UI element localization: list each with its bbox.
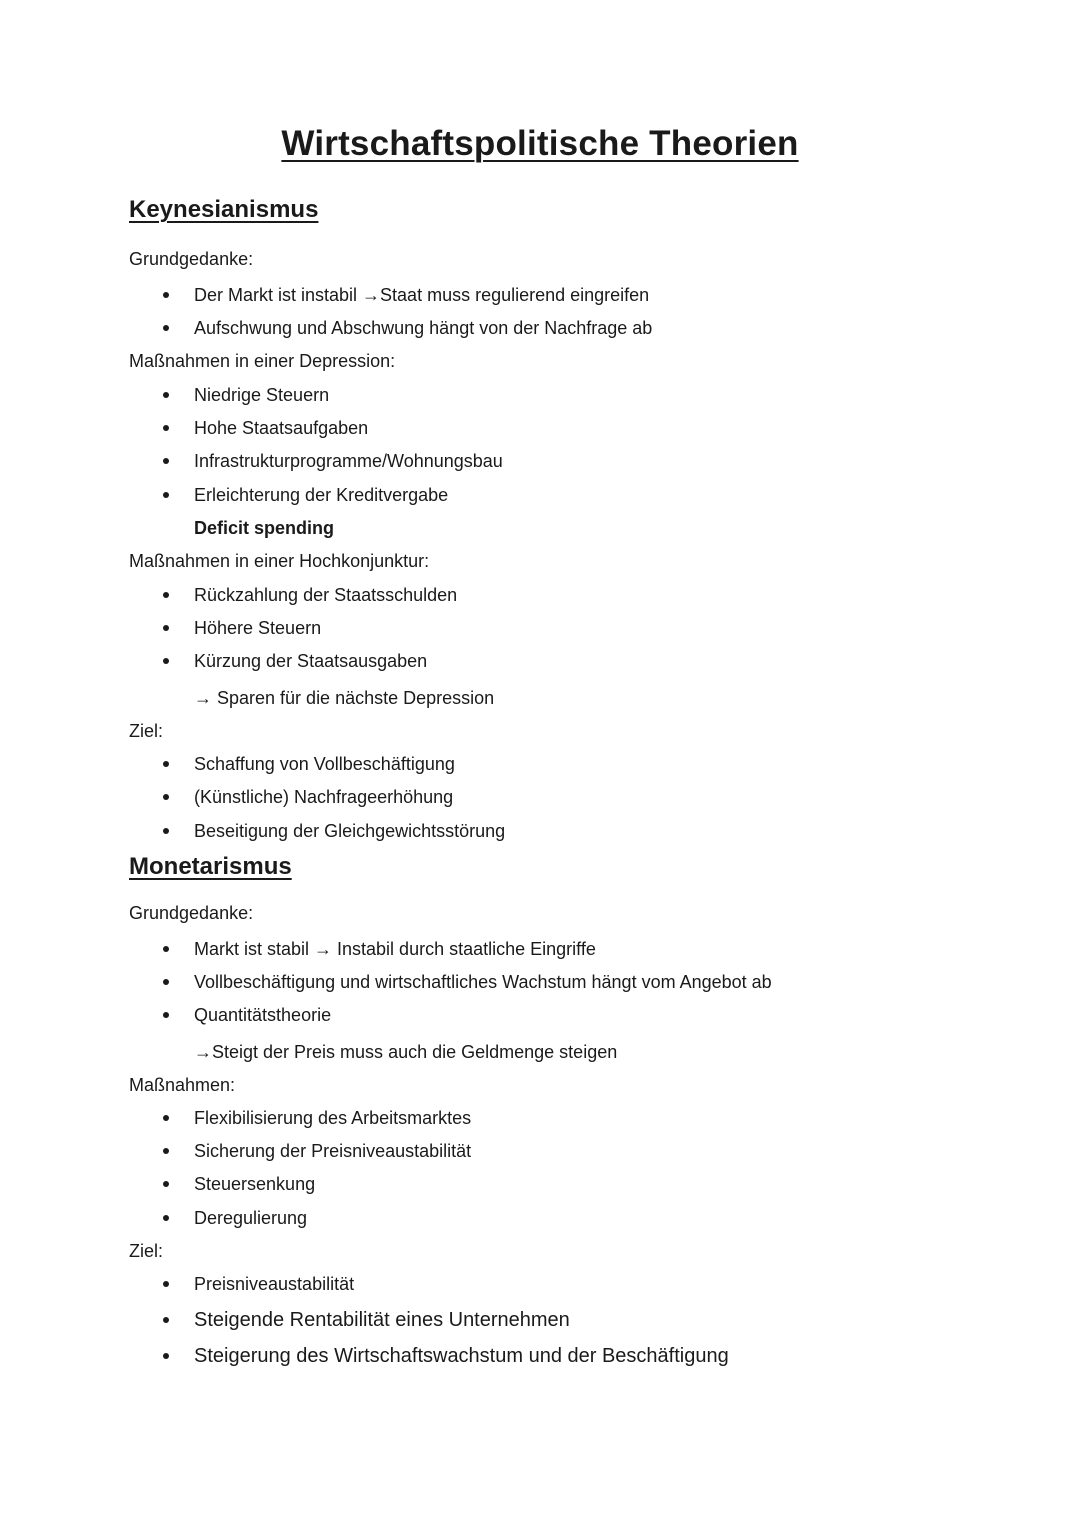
bullet-icon (163, 946, 169, 952)
section-heading-monetarismus: Monetarismus (129, 853, 292, 880)
label-grundgedanke: Grundgedanke: (129, 249, 254, 269)
label-grundgedanke: Grundgedanke: (129, 903, 254, 923)
label-ziel: Ziel: (129, 721, 164, 741)
bullet-icon (163, 1281, 169, 1287)
quantitaetstheorie-note: →Steigt der Preis muss auch die Geldmenge steigen (194, 1042, 618, 1062)
bullet-icon (163, 828, 169, 834)
bullet-icon (163, 425, 169, 431)
bullet-icon (163, 1353, 169, 1359)
bullet-icon (163, 1115, 169, 1121)
bullet-icon (163, 592, 169, 598)
bullet-icon (163, 1181, 169, 1187)
document-page: Wirtschaftspolitische Theorien Keynesianismus Grundgedanke: Der Markt ist instabil →Staat muss regulierend eingreifen Aufschwung und Abschwung hängt von der Nachfrage ab Maßnahmen in einer Depression: Niedrige Steuern Hohe Staatsaufgaben Infrastrukturprogramme/Wohnungsbau Erleichterung der Kreditvergabe Deficit spending Maßnahmen in einer Hochkonjunktur: Rückzahlung der Staatsschulden Höhere Steuern Kürzung der Staatsausgaben → Sparen für die nächste Depression Ziel: Schaffung von Vollbeschäftigung (Künstliche) Nachfrageerhöhung Beseitigung der Gleichgewichtsstörung Monetarismus Grundgedanke: Markt ist stabil → Instabil durch staatliche Eingriffe Vollbeschäftigung und wirtschaftliches Wachstum hängt vom Angebot ab Quantitätstheorie →Steigt der Preis muss auch die Geldmenge steigen Maßnahmen: Flexibilisierung des Arbeitsmarktes Sicherung der Preisniveaustabilität Steuersenkung Deregulierung Ziel: Preisniveaustabilität Steigende Rentabilität eines Unternehmen Steigerung des Wirtschaftswachstum und der Beschäftigung (0, 0, 1080, 1528)
bullet-icon (163, 325, 169, 331)
bullet-icon (163, 761, 169, 767)
bullet-icon (163, 392, 169, 398)
bullet-icon (163, 1215, 169, 1221)
label-depression: Maßnahmen in einer Depression: (129, 351, 396, 371)
bullet-icon (163, 625, 169, 631)
bullet-icon (163, 1012, 169, 1018)
label-massnahmen: Maßnahmen: (129, 1075, 236, 1095)
page-title: Wirtschaftspolitische Theorien (281, 124, 799, 163)
label-hochkonjunktur: Maßnahmen in einer Hochkonjunktur: (129, 551, 430, 571)
section-heading-keynesianismus: Keynesianismus (129, 196, 319, 223)
bullet-icon (163, 979, 169, 985)
label-ziel: Ziel: (129, 1241, 164, 1261)
bullet-icon (163, 492, 169, 498)
bullet-icon (163, 458, 169, 464)
bullet-icon (163, 1317, 169, 1323)
bullet-icon (163, 658, 169, 664)
bullet-icon (163, 292, 169, 298)
bullet-icon (163, 794, 169, 800)
deficit-spending-note: Deficit spending (194, 518, 335, 538)
hochkonjunktur-note: → Sparen für die nächste Depression (194, 688, 495, 708)
bullet-icon (163, 1148, 169, 1154)
